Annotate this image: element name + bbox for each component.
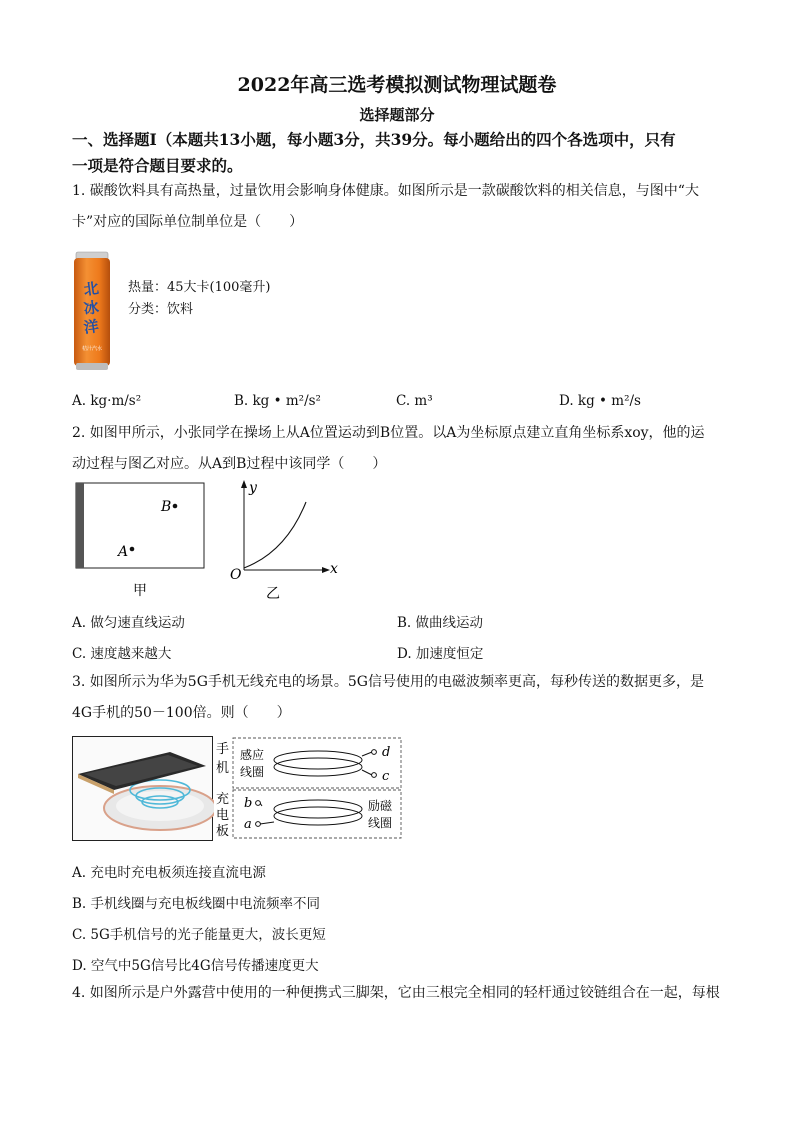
q1-info-category: 分类：饮料 — [128, 302, 194, 317]
q1-line2: 卡”对应的国际单位制单位是（ ） — [72, 214, 304, 230]
can-brand-char3: 洋 — [82, 317, 100, 338]
q3-option-b: B. 手机线圈与充电板线圈中电流频率不同 — [72, 896, 321, 912]
q1-option-b: B. kg • m²/s² — [234, 393, 321, 409]
q3-option-a: A. 充电时充电板须连接直流电源 — [72, 865, 266, 881]
trajectory-curve — [244, 502, 306, 568]
wire-a — [260, 822, 274, 824]
terminal-c — [372, 773, 377, 778]
terminal-b — [256, 801, 261, 806]
induction-coil — [274, 751, 362, 776]
origin-label: O — [230, 567, 242, 583]
terminal-a-label: a — [244, 817, 252, 832]
excitation-coil — [274, 800, 362, 825]
figure-jia-caption: 甲 — [133, 583, 147, 599]
induction-coil-label-char1: 感应 — [240, 748, 265, 762]
terminal-d-label: d — [382, 745, 391, 760]
point-b-dot — [173, 504, 178, 509]
terminal-a — [256, 822, 261, 827]
q3-option-c: C. 5G手机信号的光子能量更大，波长更短 — [72, 927, 326, 943]
figure-jia — [72, 478, 212, 600]
section-subtitle: 选择题部分 — [359, 106, 435, 124]
question-1-stem — [72, 176, 732, 238]
q2-option-c: C. 速度越来越大 — [72, 646, 172, 662]
q1-line1: 1. 碳酸饮料具有高热量，过量饮用会影响身体健康。如图所示是一款碳酸饮料的相关信息，与图中“大 — [72, 183, 699, 199]
board-label-char2: 电 — [216, 808, 230, 823]
q1-info-calories: 热量：45大卡(100毫升) — [128, 280, 271, 295]
board-box — [233, 790, 401, 838]
induction-coil-label-char2: 线圈 — [240, 765, 265, 779]
q3-line2: 4G手机的50－100倍。则（ ） — [72, 705, 291, 721]
page-title: 2022年高三选考模拟测试物理试题卷 — [237, 74, 557, 96]
q1-option-a: A. kg·m/s² — [72, 393, 142, 409]
coil-diagram — [214, 736, 404, 840]
point-b-label: B — [161, 499, 172, 515]
q2-option-b: B. 做曲线运动 — [397, 615, 484, 631]
wire-c — [362, 770, 372, 775]
figure-yi-caption: 乙 — [266, 586, 280, 602]
terminal-d — [372, 750, 377, 755]
q3-line1: 3. 如图所示为华为5G手机无线充电的场景。5G信号使用的电磁波频率更高，每秒传送的数据更多，是 — [72, 674, 704, 690]
wireless-charging-photo — [72, 736, 214, 842]
q2-line1: 2. 如图甲所示，小张同学在操场上从A位置运动到B位置。以A为坐标原点建立直角坐标系xoy，他的运 — [72, 425, 705, 441]
q2-option-a: A. 做匀速直线运动 — [72, 615, 185, 631]
wire-d — [362, 752, 372, 756]
question-2-stem — [72, 418, 732, 480]
terminal-b-label: b — [244, 796, 253, 811]
section-heading-line2: 一项是符合题目要求的。 — [72, 156, 243, 175]
wall-strip — [76, 483, 84, 568]
excitation-coil-label-char2: 线圈 — [368, 816, 393, 830]
q1-option-d: D. kg • m²/s — [559, 393, 641, 409]
y-axis-arrow — [241, 480, 247, 488]
q2-option-d: D. 加速度恒定 — [397, 646, 484, 662]
terminal-c-label: c — [382, 769, 390, 784]
section-heading — [72, 127, 732, 179]
can-brand-char1: 北 — [82, 279, 100, 300]
point-a-label: A — [118, 544, 129, 560]
question-3-stem — [72, 667, 732, 729]
board-label-char3: 板 — [216, 824, 230, 839]
question-4-stem — [72, 978, 732, 1009]
soda-can-image — [72, 250, 112, 372]
x-axis-arrow — [322, 567, 330, 573]
point-a-dot — [130, 547, 135, 552]
can-sub-label: 桔汁汽水 — [81, 346, 103, 352]
phone-label-char2: 机 — [216, 761, 230, 776]
phone-box — [233, 738, 401, 788]
q3-option-d: D. 空气中5G信号比4G信号传播速度更大 — [72, 958, 319, 974]
figure-yi-graph — [224, 478, 354, 602]
x-axis-label: x — [330, 561, 338, 577]
excitation-coil-label-char1: 励磁 — [368, 799, 393, 813]
q2-line2: 动过程与图乙对应。从A到B过程中该同学（ ） — [72, 456, 387, 472]
q1-option-c: C. m³ — [396, 393, 433, 409]
can-brand-char2: 冰 — [82, 298, 100, 319]
y-axis-label: y — [249, 480, 257, 496]
board-label-char1: 充 — [216, 792, 230, 807]
section-heading-line1: 一、选择题Ⅰ（本题共13小题，每小题3分，共39分。每小题给出的四个各选项中，只有 — [72, 130, 676, 149]
phone-label-char1: 手 — [216, 742, 230, 757]
q4-line1: 4. 如图所示是户外露营中使用的一种便携式三脚架，它由三根完全相同的轻杆通过铰链组合在一起，每根 — [72, 985, 720, 1001]
